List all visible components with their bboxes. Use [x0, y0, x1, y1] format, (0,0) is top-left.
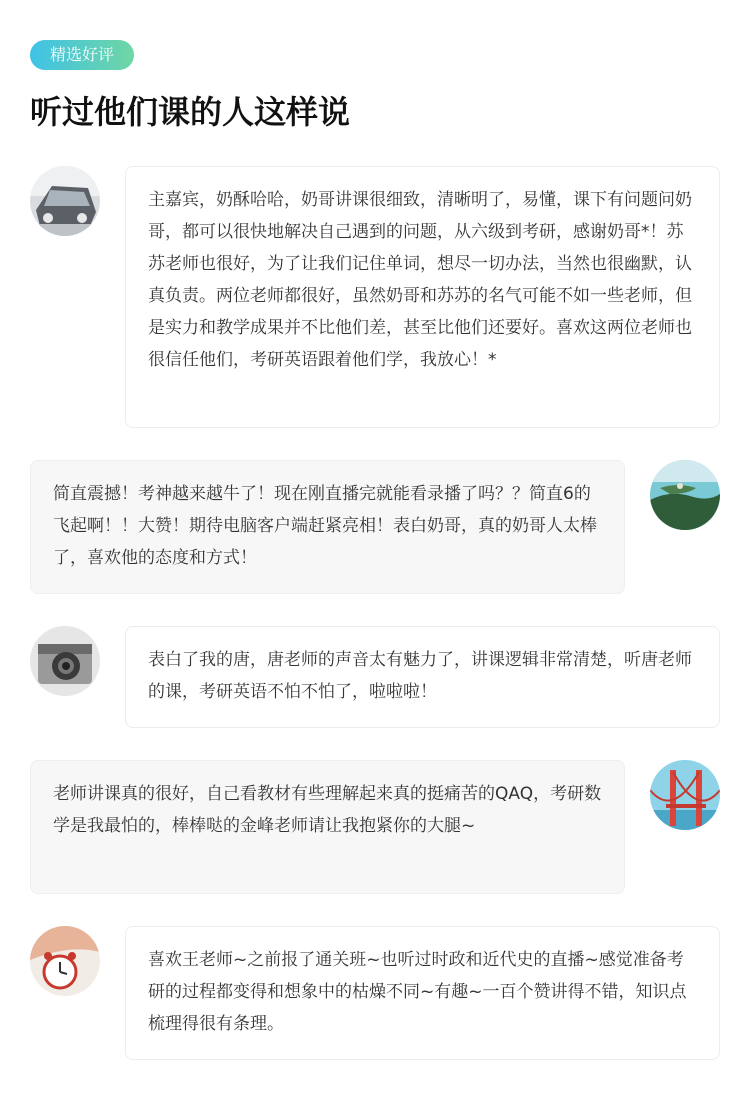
avatar-alarm-clock-icon [30, 926, 100, 996]
review-text-4: 老师讲课真的很好，自己看教材有些理解起来真的挺痛苦的QAQ，考研数学是我最怕的，棒棒哒的金峰老师请让我抱紧你的大腿~ [53, 784, 602, 836]
page-title: 听过他们课的人这样说 [30, 93, 351, 131]
review-card-3 [125, 626, 720, 728]
review-text-1: 主嘉宾，奶酥哈哈，奶哥讲课很细致，清晰明了，易懂，课下有问题问奶哥，都可以很快地解决自己遇到的问题，从六级到考研，感谢奶哥*！苏苏老师也很好，为了让我们记住单词，想尽一切办法，当然也很幽默，认真负责。两位老师都很好，虽然奶哥和苏苏的名气可能不如一些老师，但是实力和教学成果并不比他们差，甚至比他们还要好。喜欢这两位老师也很信任他们，考研英语跟着他们学，我放心！* [148, 190, 692, 370]
review-card-5 [125, 926, 720, 1060]
avatar-island-icon [650, 460, 720, 530]
review-text-5: 喜欢王老师~之前报了通关班~也听过时政和近代史的直播~感觉准备考研的过程都变得和想象中的枯燥不同~有趣~一百个赞讲得不错，知识点梳理得很有条理。 [148, 950, 687, 1034]
review-text-3: 表白了我的唐，唐老师的声音太有魅力了，讲课逻辑非常清楚，听唐老师的课，考研英语不怕不怕了，啦啦啦！ [148, 650, 692, 702]
review-text-2: 简直震撼！考神越来越牛了！现在刚直播完就能看录播了吗？？简直6的飞起啊！！大赞！期待电脑客户端赶紧亮相！表白奶哥，真的奶哥人太棒了，喜欢他的态度和方式！ [53, 484, 597, 568]
avatar-car-icon [30, 166, 100, 236]
featured-reviews-badge: 精选好评 [30, 40, 134, 70]
avatar-camera-icon [30, 626, 100, 696]
avatar-bridge-icon [650, 760, 720, 830]
review-card-4 [30, 760, 625, 894]
review-card-2 [30, 460, 625, 594]
review-card-1 [125, 166, 720, 428]
